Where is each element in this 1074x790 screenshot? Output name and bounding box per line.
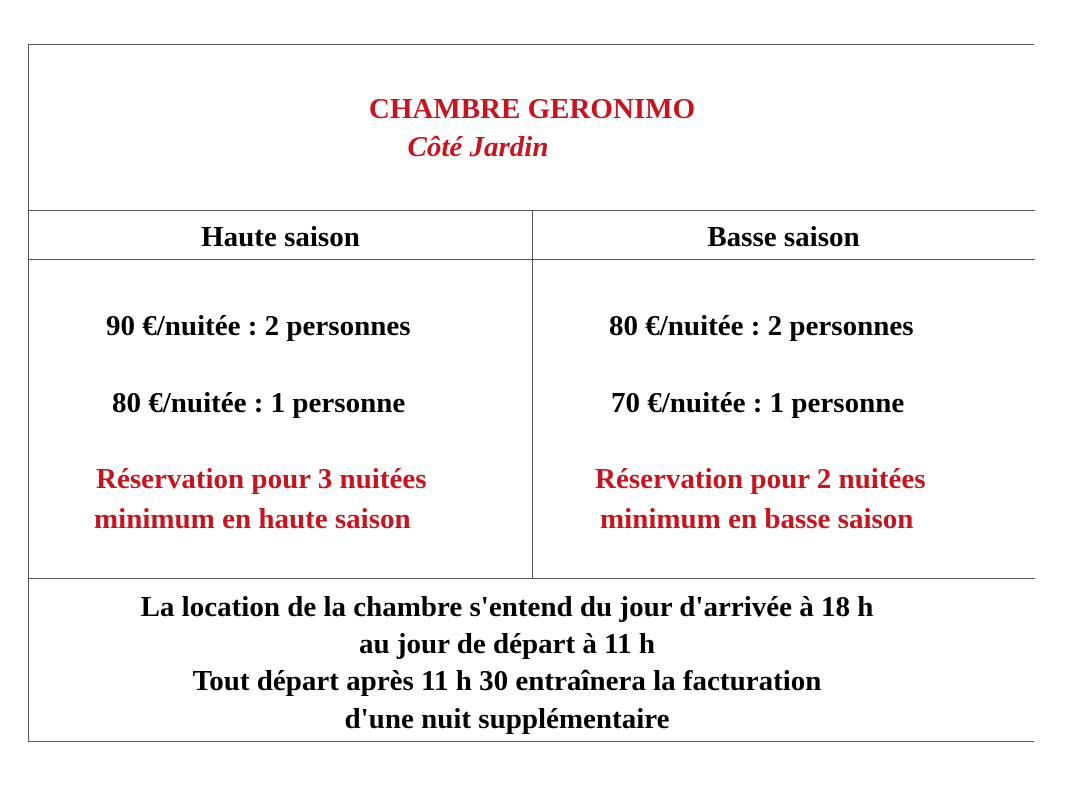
header-high-season: Haute saison <box>201 221 360 253</box>
room-title: CHAMBRE GERONIMO <box>368 93 696 125</box>
footer-line3: Tout départ après 11 h 30 entraînera la facturation <box>192 665 822 697</box>
footer-line4: d'une nuit supplémentaire <box>344 703 670 735</box>
rate-table <box>28 44 1034 742</box>
header-low-season: Basse saison <box>707 221 860 253</box>
divider-columns <box>532 210 533 578</box>
low-season-reservation-line2: minimum en basse saison <box>600 503 914 535</box>
high-season-price-one: 80 €/nuitée : 1 personne <box>112 387 406 419</box>
low-season-price-two: 80 €/nuitée : 2 personnes <box>609 310 914 342</box>
high-season-reservation-line1: Réservation pour 3 nuitées <box>96 463 427 495</box>
high-season-price-two: 90 €/nuitée : 2 personnes <box>106 310 411 342</box>
low-season-reservation-line1: Réservation pour 2 nuitées <box>595 463 926 495</box>
high-season-reservation-line2: minimum en haute saison <box>94 503 411 535</box>
footer-line2: au jour de départ à 11 h <box>359 628 655 660</box>
divider-footer <box>29 578 1035 579</box>
footer-line1: La location de la chambre s'entend du jour d'arrivée à 18 h <box>140 591 874 623</box>
room-subtitle: Côté Jardin <box>407 131 549 163</box>
low-season-price-one: 70 €/nuitée : 1 personne <box>611 387 905 419</box>
